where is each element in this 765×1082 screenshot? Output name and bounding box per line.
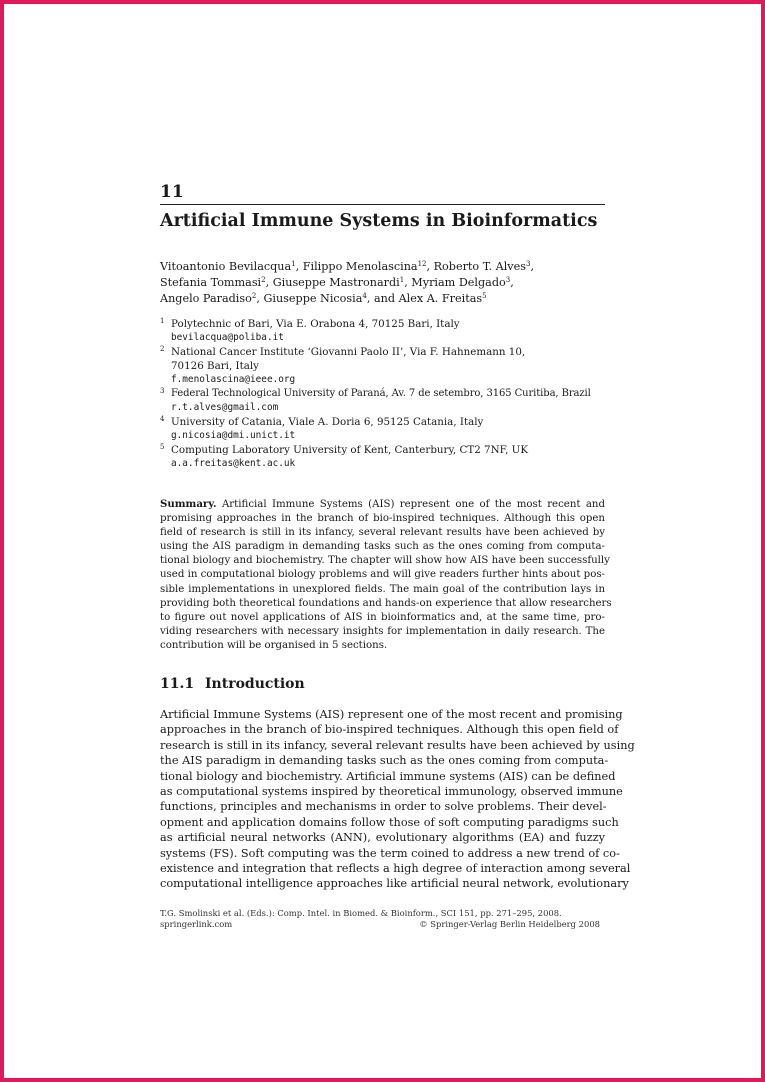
summary-line (160, 497, 605, 512)
summary-line: tional biology and biochemistry. The chapter will show how AIS have been successfully (160, 555, 610, 567)
author-name: , Giuseppe Mastronardi (265, 276, 400, 289)
footer-citation: T.G. Smolinski et al. (Eds.): Comp. Intel. in Biomed. & Bioinform., SCI 151, pp. 271–295, 2008. (160, 908, 562, 918)
section-title: Introduction (205, 676, 305, 692)
affiliation (160, 415, 605, 443)
body-line: existence and integration that reflects a high degree of interaction among several (160, 862, 631, 876)
author-name: Vitoantonio Bevilacqua (160, 260, 292, 273)
body-line: opment and application domains follow those of soft computing paradigms such (160, 815, 619, 829)
body-line: systems (FS). Soft computing was the term coined to address a new trend of co- (160, 846, 620, 860)
affiliation-text: 70126 Bari, Italy (171, 360, 259, 372)
body-line: research is still in its infancy, several relevant results have been achieved by using (160, 738, 635, 752)
affiliation-mark: 4 (362, 292, 367, 300)
body-line: tional biology and biochemistry. Artificial immune systems (AIS) can be defined (160, 769, 616, 783)
body-line: functions, principles and mechanisms in order to solve problems. Their devel- (160, 800, 607, 814)
summary-line: sible implementations in unexplored fields. The main goal of the contribution lays in (160, 583, 605, 595)
body-line: the AIS paradigm in demanding tasks such as the ones coming from computa- (160, 754, 609, 768)
affiliation-email: bevilacqua@poliba.it (171, 332, 284, 343)
page-footer (160, 908, 600, 930)
summary-line: promising approaches in the branch of bio-inspired techniques. Although this open (160, 513, 605, 525)
author-name: Angelo Paradiso (160, 292, 252, 305)
body-line: Artificial Immune Systems (AIS) represent one of the most recent and promising (160, 708, 623, 721)
footer-publisher-row (160, 919, 600, 930)
summary-line: using the AIS paradigm in demanding tasks such as the ones coming from computa- (160, 541, 605, 553)
affiliation (160, 443, 605, 471)
summary-line: providing both theoretical foundations and hands-on experience that allow researchers (160, 597, 612, 609)
footer-copyright: © Springer-Verlag Berlin Heidelberg 2008 (419, 919, 600, 929)
summary-line: to figure out novel applications of AIS in bioinformatics and, at the same time, pro- (160, 611, 605, 623)
summary-abstract (160, 497, 612, 653)
chapter-title: Artificial Immune Systems in Bioinformatics (160, 211, 598, 231)
body-line: as computational systems inspired by theoretical immunology, observed immune (160, 785, 623, 799)
affiliation-list (160, 317, 605, 471)
affiliation (160, 387, 605, 415)
author-name: , Myriam Delgado (404, 276, 506, 289)
affiliation (160, 317, 605, 345)
affiliation-email: g.nicosia@dmi.unict.it (171, 430, 296, 441)
affiliation-mark: 1 (291, 260, 296, 268)
author-name: , Giuseppe Nicosia (256, 292, 363, 305)
affiliation-text: Federal Technological University of Paraná, Av. 7 de setembro, 3165 Curitiba, Brazil (171, 388, 591, 399)
affiliation-mark: 1 (399, 276, 405, 284)
section-number: 11.1 (160, 676, 195, 692)
author-line (160, 291, 605, 307)
section-heading (160, 675, 605, 693)
summary-label: Summary. (160, 498, 217, 510)
author-name: , and Alex A. Freitas (366, 292, 483, 305)
affiliation-mark: 5 (482, 292, 487, 300)
summary-line: contribution will be organised in 5 sections. (160, 639, 388, 651)
affiliation-email: a.a.freitas@kent.ac.uk (171, 458, 296, 469)
affiliation-text: Polytechnic of Bari, Via E. Orabona 4, 70125 Bari, Italy (171, 318, 460, 330)
intro-paragraph (160, 707, 635, 892)
affiliation-mark: 2 (160, 345, 165, 353)
affiliation-text: National Cancer Institute ‘Giovanni Paolo II’, Via F. Hahnemann 10, (171, 346, 526, 358)
author-line (160, 259, 605, 275)
affiliation-mark: 2 (251, 292, 257, 300)
chapter-number: 11 (160, 182, 184, 202)
author-separator: , (530, 260, 535, 273)
affiliation-mark: 2 (261, 276, 266, 284)
footer-citation-row (160, 908, 600, 919)
affiliation-mark: 3 (525, 260, 531, 268)
summary-line: field of research is still in its infancy, several relevant results have been achieved by (160, 527, 605, 539)
affiliation-mark: 1 (160, 317, 165, 325)
author-list (160, 259, 605, 307)
affiliation-mark: 12 (417, 260, 427, 268)
affiliation-mark: 3 (160, 387, 165, 395)
body-line: as artificial neural networks (ANN), evolutionary algorithms (EA) and fuzzy (160, 831, 605, 845)
body-line: approaches in the branch of bio-inspired techniques. Although this open field of (160, 723, 619, 737)
footer-site: springerlink.com (160, 919, 233, 929)
affiliation (160, 345, 605, 387)
affiliation-email: r.t.alves@gmail.com (171, 402, 279, 413)
author-name: , Roberto T. Alves (426, 260, 526, 273)
summary-line: used in computational biology problems and will give readers further hints about pos- (160, 569, 605, 581)
summary-line: viding researchers with necessary insights for implementation in daily research. The (160, 625, 605, 637)
affiliation-mark: 3 (505, 276, 511, 284)
affiliation-mark: 5 (160, 443, 165, 451)
affiliation-text: University of Catania, Viale A. Doria 6, 95125 Catania, Italy (171, 416, 484, 428)
summary-text: Artificial Immune Systems (AIS) represent one of the most recent and (216, 499, 605, 510)
affiliation-mark: 4 (160, 415, 165, 423)
author-name: , Filippo Menolascina (295, 260, 418, 273)
body-line: computational intelligence approaches like artificial neural network, evolutionary (160, 877, 629, 891)
author-name: Stefania Tommasi (160, 276, 262, 289)
title-rule (160, 204, 605, 205)
author-line (160, 275, 605, 291)
affiliation-text: Computing Laboratory University of Kent, Canterbury, CT2 7NF, UK (171, 444, 529, 456)
author-separator: , (510, 276, 514, 289)
affiliation-email: f.menolascina@ieee.org (171, 374, 296, 385)
